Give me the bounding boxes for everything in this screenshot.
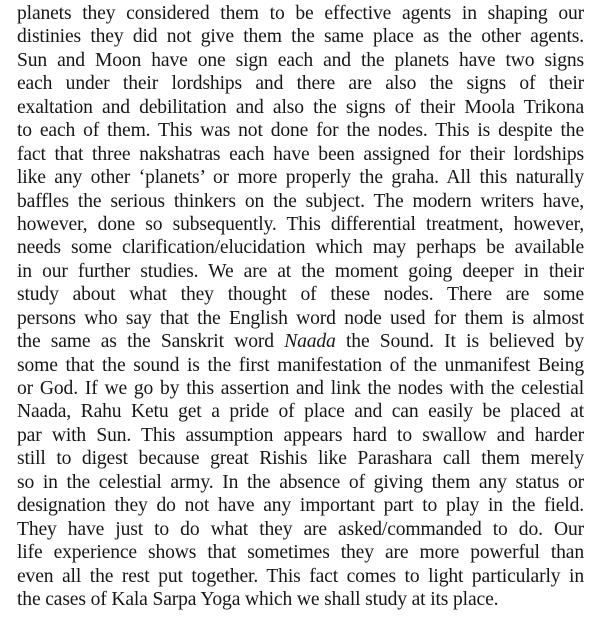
text-line: They have just to do what they are asked/commanded to do. Our — [17, 518, 584, 540]
text-segment: the same as the Sanskrit word — [17, 331, 285, 353]
text-line: like any other ‘planets’ or more properly the graha. All this naturally — [17, 167, 584, 189]
text-line: study about what they thought of these nodes. There are some — [17, 284, 584, 306]
text-line: designation they do not have any important part to play in the field. — [17, 495, 584, 517]
text-line: exaltation and debilitation and also the signs of their Moola Trikona — [17, 96, 584, 118]
text-line: persons who say that the English word node used for them is almost — [17, 307, 584, 329]
document-page — [17, 2, 584, 611]
text-line: still to digest because great Rishis like Parashara call them merely — [17, 448, 584, 470]
italic-term-naada: Naada — [284, 331, 336, 353]
text-line: distinies they did not give them the same place as the other agents. — [17, 26, 584, 48]
text-line: even all the rest put together. This fact comes to light particularly in — [17, 565, 584, 587]
text-segment: the Sound. It is believed by — [335, 331, 584, 353]
text-line: however, done so subsequently. This differential treatment, however, — [17, 213, 584, 235]
text-line: fact that three nakshatras each have been assigned for their lordships — [17, 143, 584, 165]
text-line-with-italic — [17, 330, 584, 353]
text-line: planets they considered them to be effective agents in shaping our — [17, 3, 584, 24]
text-line: so in the celestial army. In the absence of giving them any status or — [17, 471, 584, 493]
text-line: life experience shows that sometimes they are more powerful than — [17, 542, 584, 564]
text-line: baffles the serious thinkers on the subject. The modern writers have, — [17, 190, 584, 212]
text-line: in our further studies. We are at the moment going deeper in their — [17, 260, 584, 282]
text-line: Naada, Rahu Ketu get a pride of place and can easily be placed at — [17, 401, 584, 423]
text-line: each under their lordships and there are also the signs of their — [17, 73, 584, 95]
text-line: par with Sun. This assumption appears hard to swallow and harder — [17, 424, 584, 446]
text-line-last: the cases of Kala Sarpa Yoga which we shall study at its place. — [17, 588, 499, 610]
text-line: or God. If we go by this assertion and link the nodes with the celestial — [17, 378, 584, 399]
text-line: to each of them. This was not done for the nodes. This is despite the — [17, 120, 584, 142]
text-line: Sun and Moon have one sign each and the planets have two signs — [17, 49, 584, 71]
text-line: some that the sound is the first manifestation of the unmanifest Being — [17, 354, 584, 376]
text-line: needs some clarification/elucidation which may perhaps be available — [17, 237, 584, 259]
